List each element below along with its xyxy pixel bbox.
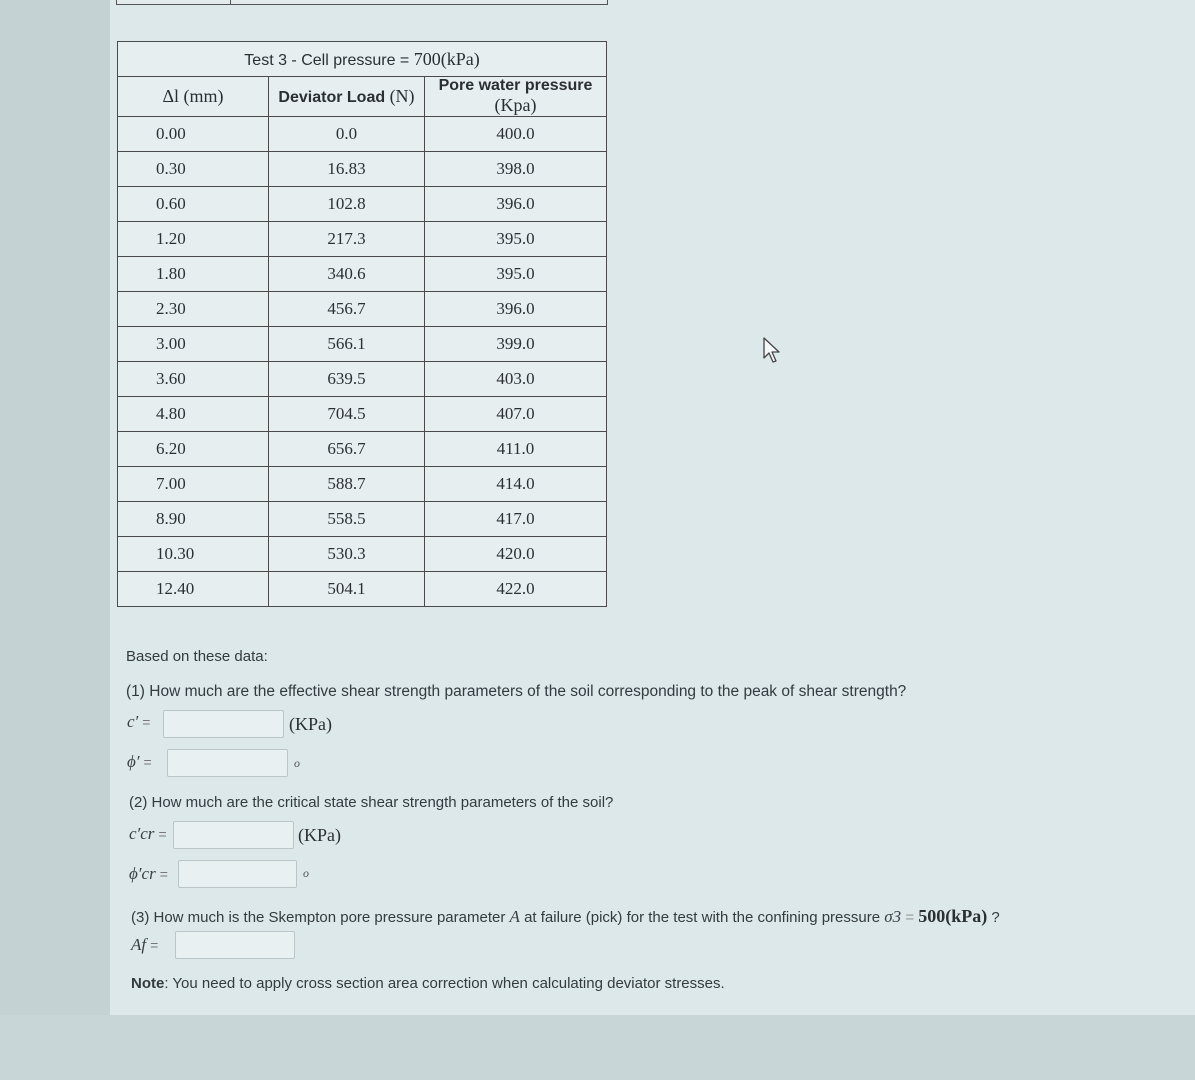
column-header-deviator-load: Deviator Load (N) [269,77,425,117]
c-prime-label: c′ = [127,712,151,731]
question-1-text: (1) How much are the effective shear strength parameters of the soil corresponding to the peak of shear strength? [126,683,907,700]
cell-dl: 2.30 [118,292,269,327]
cell-pore-pressure: 395.0 [425,222,607,257]
table-row [118,572,607,607]
cell-deviator-load: 558.5 [269,502,425,537]
phi-cr-degree-symbol: o [303,866,309,880]
cell-pore-pressure: 403.0 [425,362,607,397]
background-left [0,0,110,1080]
test3-data-table [117,41,607,607]
cell-deviator-load: 16.83 [269,152,425,187]
table-row [118,502,607,537]
cell-deviator-load: 656.7 [269,432,425,467]
cell-dl: 1.20 [118,222,269,257]
cell-dl: 10.30 [118,537,269,572]
column-header-pore-pressure: Pore water pressure (Kpa) [425,77,607,117]
cell-dl: 0.60 [118,187,269,222]
cell-dl: 6.20 [118,432,269,467]
intro-text: Based on these data: [126,648,268,665]
background-bottom [0,1015,1195,1080]
table-row [118,432,607,467]
cell-dl: 0.30 [118,152,269,187]
cell-pore-pressure: 411.0 [425,432,607,467]
question-3-text: (3) How much is the Skempton pore pressure parameter A at failure (pick) for the test with the confining pressure σ3 = 500(kPa) ? [131,906,1000,926]
cell-deviator-load: 0.0 [269,117,425,152]
cell-deviator-load: 704.5 [269,397,425,432]
cell-dl: 7.00 [118,467,269,502]
c-cr-label: c′cr = [129,824,167,843]
cell-dl: 12.40 [118,572,269,607]
cell-deviator-load: 504.1 [269,572,425,607]
cell-pore-pressure: 422.0 [425,572,607,607]
cell-pore-pressure: 407.0 [425,397,607,432]
cell-dl: 3.00 [118,327,269,362]
cell-deviator-load: 588.7 [269,467,425,502]
af-input[interactable] [175,931,295,959]
column-header-dl: Δl (mm) [118,77,269,117]
mouse-pointer-icon [762,336,786,366]
cell-deviator-load: 566.1 [269,327,425,362]
table-row [118,222,607,257]
cell-pore-pressure: 398.0 [425,152,607,187]
cell-deviator-load: 456.7 [269,292,425,327]
table-row [118,397,607,432]
cell-pore-pressure: 417.0 [425,502,607,537]
cell-dl: 8.90 [118,502,269,537]
cell-dl: 1.80 [118,257,269,292]
cell-deviator-load: 340.6 [269,257,425,292]
cell-pore-pressure: 396.0 [425,187,607,222]
previous-table-edge [116,0,608,5]
table-title: Test 3 - Cell pressure = 700(kPa) [118,42,607,77]
cell-deviator-load: 102.8 [269,187,425,222]
note-text: Note: You need to apply cross section area correction when calculating deviator stresses. [131,975,725,992]
table-row [118,327,607,362]
cell-pore-pressure: 400.0 [425,117,607,152]
phi-prime-input[interactable] [167,749,288,777]
phi-cr-label: ϕ′cr = [129,864,168,883]
phi-prime-degree-symbol: o [294,756,300,770]
question-2-text: (2) How much are the critical state shear strength parameters of the soil? [129,794,614,811]
table-row [118,187,607,222]
cell-pore-pressure: 396.0 [425,292,607,327]
cell-deviator-load: 217.3 [269,222,425,257]
phi-cr-input[interactable] [178,860,297,888]
cell-dl: 4.80 [118,397,269,432]
cell-deviator-load: 530.3 [269,537,425,572]
c-prime-unit: (KPa) [289,714,332,734]
c-cr-input[interactable] [173,821,294,849]
table-row [118,537,607,572]
cell-pore-pressure: 420.0 [425,537,607,572]
table-row [118,257,607,292]
cell-dl: 3.60 [118,362,269,397]
cell-deviator-load: 639.5 [269,362,425,397]
table-row [118,292,607,327]
table-row [118,362,607,397]
phi-prime-label: ϕ′ = [127,752,152,771]
table-row [118,467,607,502]
table-row [118,117,607,152]
af-label: Af = [131,935,159,954]
table-row [118,152,607,187]
cell-dl: 0.00 [118,117,269,152]
c-prime-input[interactable] [163,710,284,738]
cell-pore-pressure: 395.0 [425,257,607,292]
cell-pore-pressure: 399.0 [425,327,607,362]
c-cr-unit: (KPa) [298,825,341,845]
cell-pore-pressure: 414.0 [425,467,607,502]
